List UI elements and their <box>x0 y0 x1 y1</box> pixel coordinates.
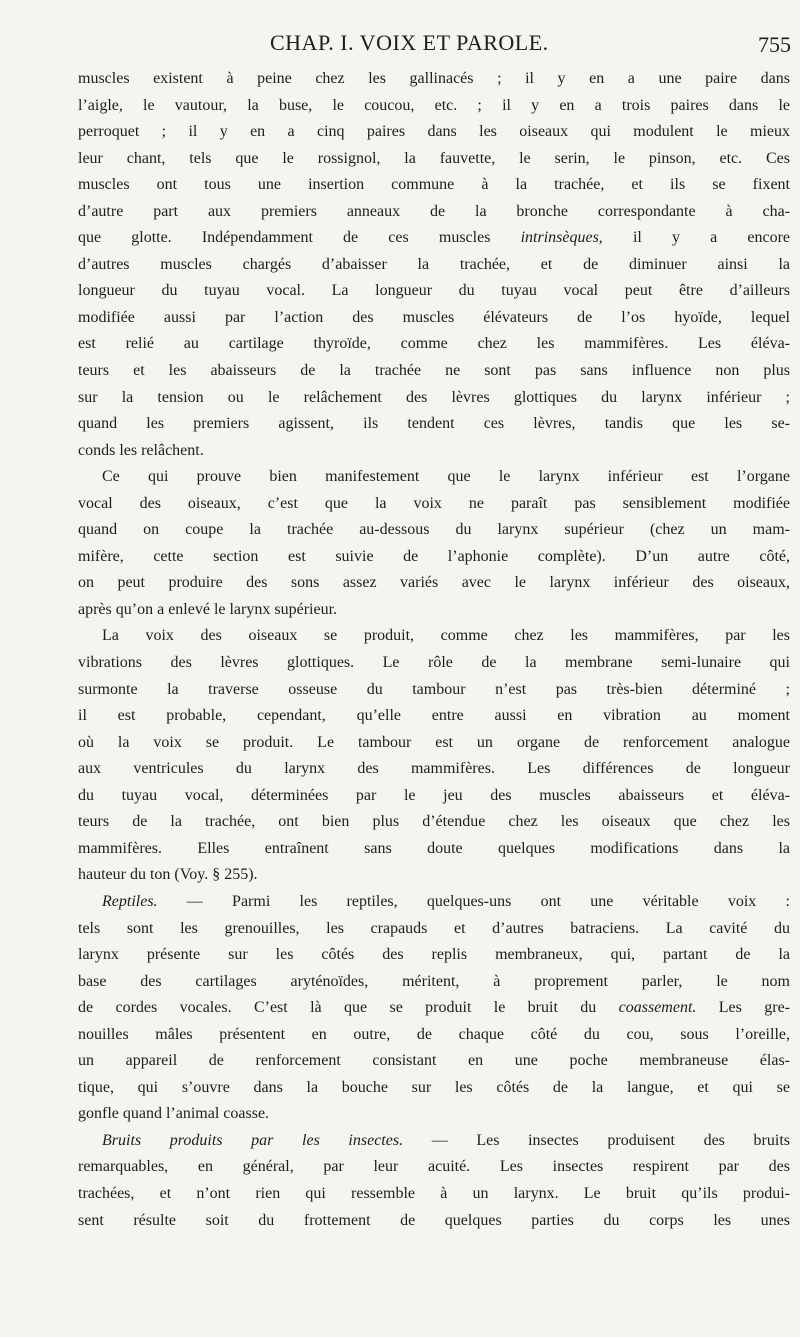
text-line: d’autres muscles chargés d’abaisser la trachée, et de diminuer ainsi la <box>78 255 790 273</box>
text-line: il est probable, cependant, qu’elle entre aussi en vibration au moment <box>78 707 790 725</box>
page-number: 755 <box>758 32 791 57</box>
italic-term: coassement. <box>618 999 697 1017</box>
text-line: gonfle quand l’animal coasse. <box>78 1105 270 1123</box>
text-line: longueur du tuyau vocal. La longueur du tuyau vocal peut être d’ailleurs <box>78 282 790 300</box>
text-line: quand les premiers agissent, ils tendent ces lèvres, tandis que les se- <box>78 415 790 433</box>
text-line: muscles existent à peine chez les gallinacés ; il y en a une paire dans <box>78 70 790 87</box>
text-line: Ce qui prouve bien manifestement que le larynx inférieur est l’organe <box>102 468 790 486</box>
italic-term: Reptiles. <box>102 892 158 910</box>
text-line: où la voix se produit. Le tambour est un organe de renforcement analogue <box>78 733 790 751</box>
text-line: de cordes vocales. C’est là que se produit le bruit du coassement. Les gre- <box>78 999 791 1017</box>
text-line: teurs de la trachée, ont bien plus d’étendue chez les oiseaux que chez les <box>78 813 790 831</box>
text-line: teurs et les abaisseurs de la trachée ne sont pas sans influence non plus <box>78 362 790 380</box>
text-line: tique, qui s’ouvre dans la bouche sur les côtés de la langue, et qui se <box>78 1078 790 1096</box>
text-line: surmonte la traverse osseuse du tambour n’est pas très-bien déterminé ; <box>78 680 790 698</box>
text-line: sent résulte soit du frottement de quelques parties du corps les unes <box>78 1211 790 1229</box>
text-line: larynx présente sur les côtés des replis membraneux, qui, partant de la <box>78 946 790 964</box>
text-line: quand on coupe la trachée au-dessous du larynx supérieur (chez un mam- <box>78 521 790 539</box>
text-line: trachées, et n’ont rien qui ressemble à un larynx. Le bruit qu’ils produi- <box>78 1184 790 1202</box>
text-line: vibrations des lèvres glottiques. Le rôle de la membrane semi-lunaire qui <box>78 654 790 672</box>
text-line: nouilles mâles présentent en outre, de chaque côté du cou, sous l’oreille, <box>78 1025 790 1043</box>
text-line: perroquet ; il y en a cinq paires dans les oiseaux qui modulent le mieux <box>78 123 790 141</box>
body-text <box>78 70 790 1238</box>
text-line: est relié au cartilage thyroïde, comme chez les mammifères. Les éléva- <box>78 335 790 353</box>
text-line: tels sont les grenouilles, les crapauds et d’autres batraciens. La cavité du <box>78 919 790 937</box>
text-line: du tuyau vocal, déterminées par le jeu des muscles abaisseurs et éléva- <box>78 786 790 804</box>
text-line: conds les relâchent. <box>78 441 204 459</box>
text-line: modifiée aussi par l’action des muscles élévateurs de l’os hyoïde, lequel <box>78 308 790 326</box>
text-line: Bruits produits par les insectes. — Les insectes produisent des bruits <box>102 1131 790 1149</box>
page-header <box>80 30 795 66</box>
text-line: La voix des oiseaux se produit, comme chez les mammifères, par les <box>102 627 790 645</box>
text-line: d’autre part aux premiers anneaux de la bronche correspondante à cha- <box>78 202 790 220</box>
text-line: après qu’on a enlevé le larynx supérieur. <box>78 600 338 618</box>
text-line: que glotte. Indépendamment de ces muscles intrinsèques, il y a encore <box>78 229 791 247</box>
text-line: sur la tension ou le relâchement des lèvres glottiques du larynx inférieur ; <box>78 388 790 406</box>
text-line: hauteur du ton (Voy. § 255). <box>78 866 258 884</box>
text-line: on peut produire des sons assez variés avec le larynx inférieur des oiseaux, <box>78 574 790 592</box>
text-line: remarquables, en général, par leur acuité. Les insectes respirent par des <box>78 1158 790 1176</box>
text-line: base des cartilages aryténoïdes, méritent, à proprement parler, le nom <box>78 972 790 990</box>
italic-term: Bruits produits par les insectes. <box>102 1131 404 1149</box>
text-line: aux ventricules du larynx des mammifères. Les différences de longueur <box>78 760 790 778</box>
text-line: l’aigle, le vautour, la buse, le coucou, etc. ; il y en a trois paires dans le <box>78 96 790 114</box>
text-line: leur chant, tels que le rossignol, la fauvette, le serin, le pinson, etc. Ces <box>78 149 790 167</box>
text-line: mammifères. Elles entraînent sans doute quelques modifications dans la <box>78 839 790 857</box>
running-title: CHAP. I. VOIX ET PAROLE. <box>270 30 549 55</box>
text-line: vocal des oiseaux, c’est que la voix ne paraît pas sensiblement modifiée <box>78 494 790 512</box>
text-line: Reptiles. — Parmi les reptiles, quelques-uns ont une véritable voix : <box>102 892 790 910</box>
text-line: muscles ont tous une insertion commune à la trachée, et ils se fixent <box>78 176 790 194</box>
text-line: un appareil de renforcement consistant en une poche membraneuse élas- <box>78 1052 790 1070</box>
italic-term: intrinsèques <box>520 229 599 247</box>
text-line: mifère, cette section est suivie de l’aphonie complète). D’un autre côté, <box>78 547 790 565</box>
